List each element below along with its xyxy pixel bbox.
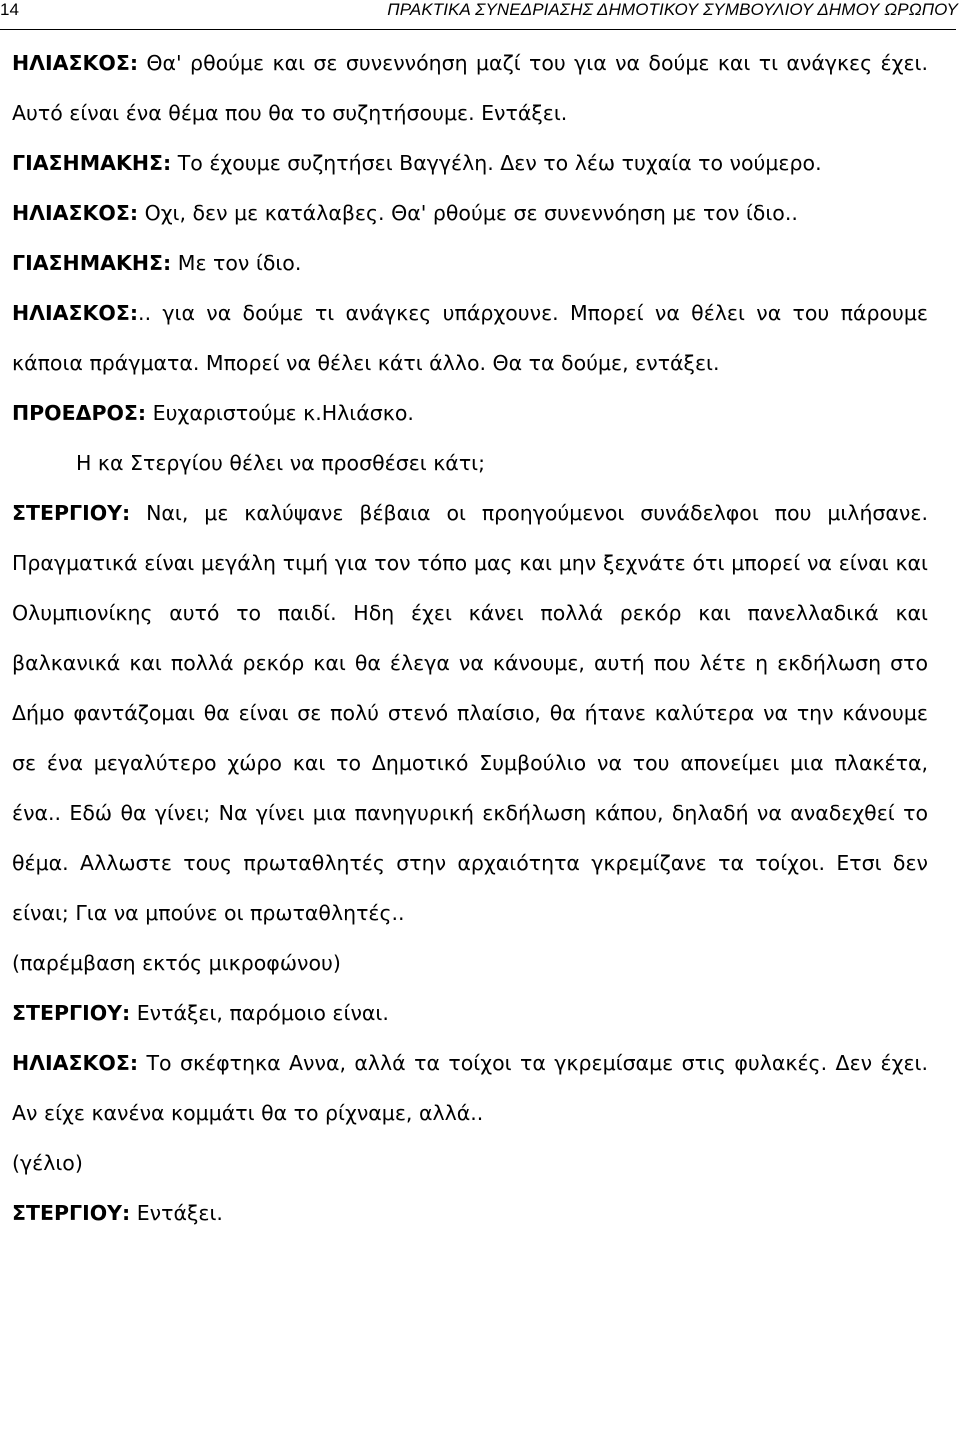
running-title: ΠΡΑΚΤΙΚΑ ΣΥΝΕΔΡΙΑΣΗΣ ΔΗΜΟΤΙΚΟΥ ΣΥΜΒΟΥΛΙΟΥ ΔΗΜΟΥ ΩΡΩΠΟΥ xyxy=(387,0,958,19)
paragraph-text: Το σκέφτηκα Αννα, αλλά τα τοίχοι τα γκρεμίσαμε στις φυλακές. Δεν έχει. Αν είχε κανένα κομμάτι θα το ρίχναμε, αλλά.. xyxy=(12,1051,928,1125)
paragraph-text: Ναι, με καλύψανε βέβαια οι προηγούμενοι συνάδελφοι που μιλήσανε. Πραγματικά είναι μεγάλη τιμή για τον τόπο μας και μην ξεχνάτε ότι μπορεί να είναι και Ολυμπιονίκης αυτό το παιδί. Ηδη έχει κάνει πολλά ρεκόρ και πανελλαδικά και βαλκανικά και πολλά ρεκόρ και θα έλεγα να κάνουμε, αυτή που λέτε η εκδήλωση στο Δήμο φαντάζομαι θα είναι σε πολύ στενό πλαίσιο, θα ήτανε καλύτερα να την κάνουμε σε ένα μεγαλύτερο χώρο και το Δημοτικό Συμβούλιο να του απονείμει μια πλακέτα, ένα.. Εδώ θα γίνει; Να γίνει μια πανηγυρική εκδήλωση κάπου, δηλαδή να αναδεχθεί το θέμα. Αλλωστε τους πρωταθλητές στην αρχαιότητα γκρεμίζανε τα τοίχοι. Ετσι δεν είναι; Για να μπούνε οι πρωταθλητές.. xyxy=(12,501,928,925)
paragraph-text: Το έχουμε συζητήσει Βαγγέλη. Δεν το λέω τυχαία το νούμερο. xyxy=(171,151,822,175)
page-number: 14 xyxy=(0,0,19,19)
paragraph-text: Με τον ίδιο. xyxy=(171,251,302,275)
paragraph-stergiou-2 xyxy=(12,988,928,1038)
paragraph-text: Θα' ρθούμε και σε συνεννόηση μαζί του για να δούμε και τι ανάγκες έχει. Αυτό είναι ένα θέμα που θα το συζητήσουμε. Εντάξει. xyxy=(12,51,928,125)
paragraph-stergiou-3 xyxy=(12,1188,928,1238)
speaker-label: ΓΙΑΣΗΜΑΚΗΣ: xyxy=(12,251,172,275)
paragraph-laughter xyxy=(12,1138,928,1188)
paragraph-text: .. για να δούμε τι ανάγκες υπάρχουνε. Μπορεί να θέλει να του πάρουμε κάποια πράγματα. Μπορεί να θέλει κάτι άλλο. Θα τα δούμε, εντάξει. xyxy=(12,301,928,375)
paragraph-text: Οχι, δεν με κατάλαβες. Θα' ρθούμε σε συνεννόηση με τον ίδιο.. xyxy=(138,201,798,225)
paragraph-text: Εντάξει. xyxy=(130,1201,223,1225)
header-rule xyxy=(0,29,956,30)
speaker-label: ΣΤΕΡΓΙΟΥ: xyxy=(12,1201,131,1225)
paragraph-text: Η κα Στεργίου θέλει να προσθέσει κάτι; xyxy=(76,451,486,475)
paragraph-giasimakis-2 xyxy=(12,238,928,288)
paragraph-giasimakis-1 xyxy=(12,138,928,188)
paragraph-text: (γέλιο) xyxy=(12,1151,83,1175)
paragraph-text: Εντάξει, παρόμοιο είναι. xyxy=(130,1001,389,1025)
speaker-label: ΣΤΕΡΓΙΟΥ: xyxy=(12,501,131,525)
paragraph-iliaskos-2 xyxy=(12,188,928,238)
paragraph-text: (παρέμβαση εκτός μικροφώνου) xyxy=(12,951,341,975)
speaker-label: ΠΡΟΕΔΡΟΣ: xyxy=(12,401,147,425)
speaker-label: ΗΛΙΑΣΚΟΣ: xyxy=(12,301,139,325)
paragraph-chair-note xyxy=(12,438,928,488)
page-header xyxy=(0,0,958,24)
paragraph-text: Ευχαριστούμε κ.Ηλιάσκο. xyxy=(146,401,414,425)
paragraph-stergiou-1 xyxy=(12,488,928,938)
paragraph-iliaskos-3 xyxy=(12,288,928,388)
paragraph-proedros xyxy=(12,388,928,438)
paragraph-iliaskos-4 xyxy=(12,1038,928,1138)
speaker-label: ΗΛΙΑΣΚΟΣ: xyxy=(12,1051,139,1075)
paragraph-interjection xyxy=(12,938,928,988)
paragraph-iliaskos-1 xyxy=(12,38,928,138)
speaker-label: ΗΛΙΑΣΚΟΣ: xyxy=(12,51,139,75)
speaker-label: ΓΙΑΣΗΜΑΚΗΣ: xyxy=(12,151,172,175)
speaker-label: ΗΛΙΑΣΚΟΣ: xyxy=(12,201,139,225)
speaker-label: ΣΤΕΡΓΙΟΥ: xyxy=(12,1001,131,1025)
minutes-body xyxy=(12,38,928,1238)
